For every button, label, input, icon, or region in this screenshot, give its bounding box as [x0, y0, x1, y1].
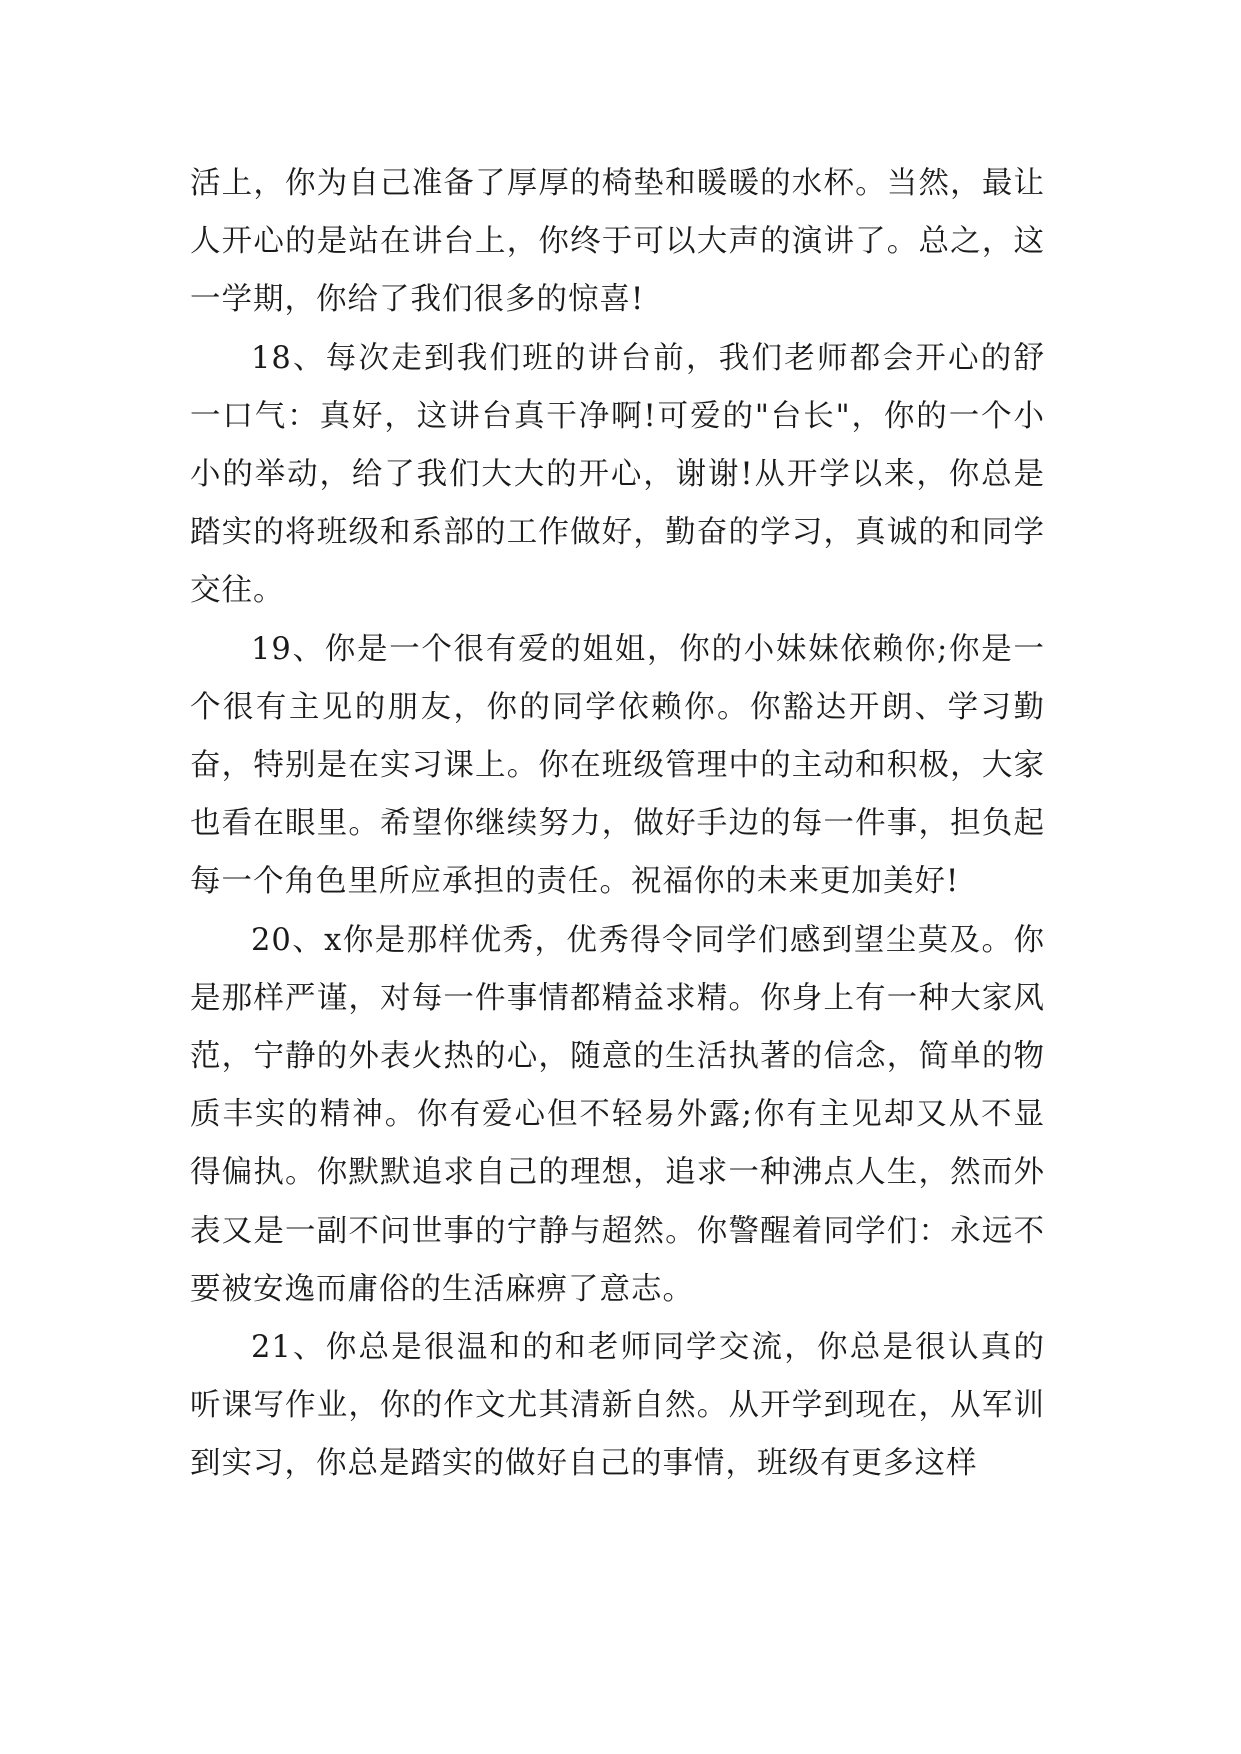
paragraph-17-continuation: 活上，你为自己准备了厚厚的椅垫和暖暖的水杯。当然，最让人开心的是站在讲台上，你终于可以大声的演讲了。总之，这一学期，你给了我们很多的惊喜! [190, 166, 1045, 318]
paragraph-20: 20、x你是那样优秀，优秀得令同学们感到望尘莫及。你是那样严谨，对每一件事情都精益求精。你身上有一种大家风范，宁静的外表火热的心，随意的生活执著的信念，简单的物质丰实的精神。你有爱心但不轻易外露;你有主见却又从不显得偏执。你默默追求自己的理想，追求一种沸点人生，然而外表又是一副不问世事的宁静与超然。你警醒着同学们：永远不要被安逸而庸俗的生活麻痹了意志。 [190, 922, 1045, 1307]
paragraph-19: 19、你是一个很有爱的姐姐，你的小妹妹依赖你;你是一个很有主见的朋友，你的同学依赖你。你豁达开朗、学习勤奋，特别是在实习课上。你在班级管理中的主动和积极，大家也看在眼里。希望你继续努力，做好手边的每一件事，担负起每一个角色里所应承担的责任。祝福你的未来更加美好! [190, 631, 1045, 900]
document-body [190, 155, 1045, 1494]
paragraph-18: 18、每次走到我们班的讲台前，我们老师都会开心的舒一口气：真好，这讲台真干净啊!可爱的"台长"，你的一个小小的举动，给了我们大大的开心，谢谢!从开学以来，你总是踏实的将班级和系部的工作做好，勤奋的学习，真诚的和同学交往。 [190, 340, 1045, 609]
paragraph-21: 21、你总是很温和的和老师同学交流，你总是很认真的听课写作业，你的作文尤其清新自然。从开学到现在，从军训到实习，你总是踏实的做好自己的事情，班级有更多这样 [190, 1330, 1045, 1482]
